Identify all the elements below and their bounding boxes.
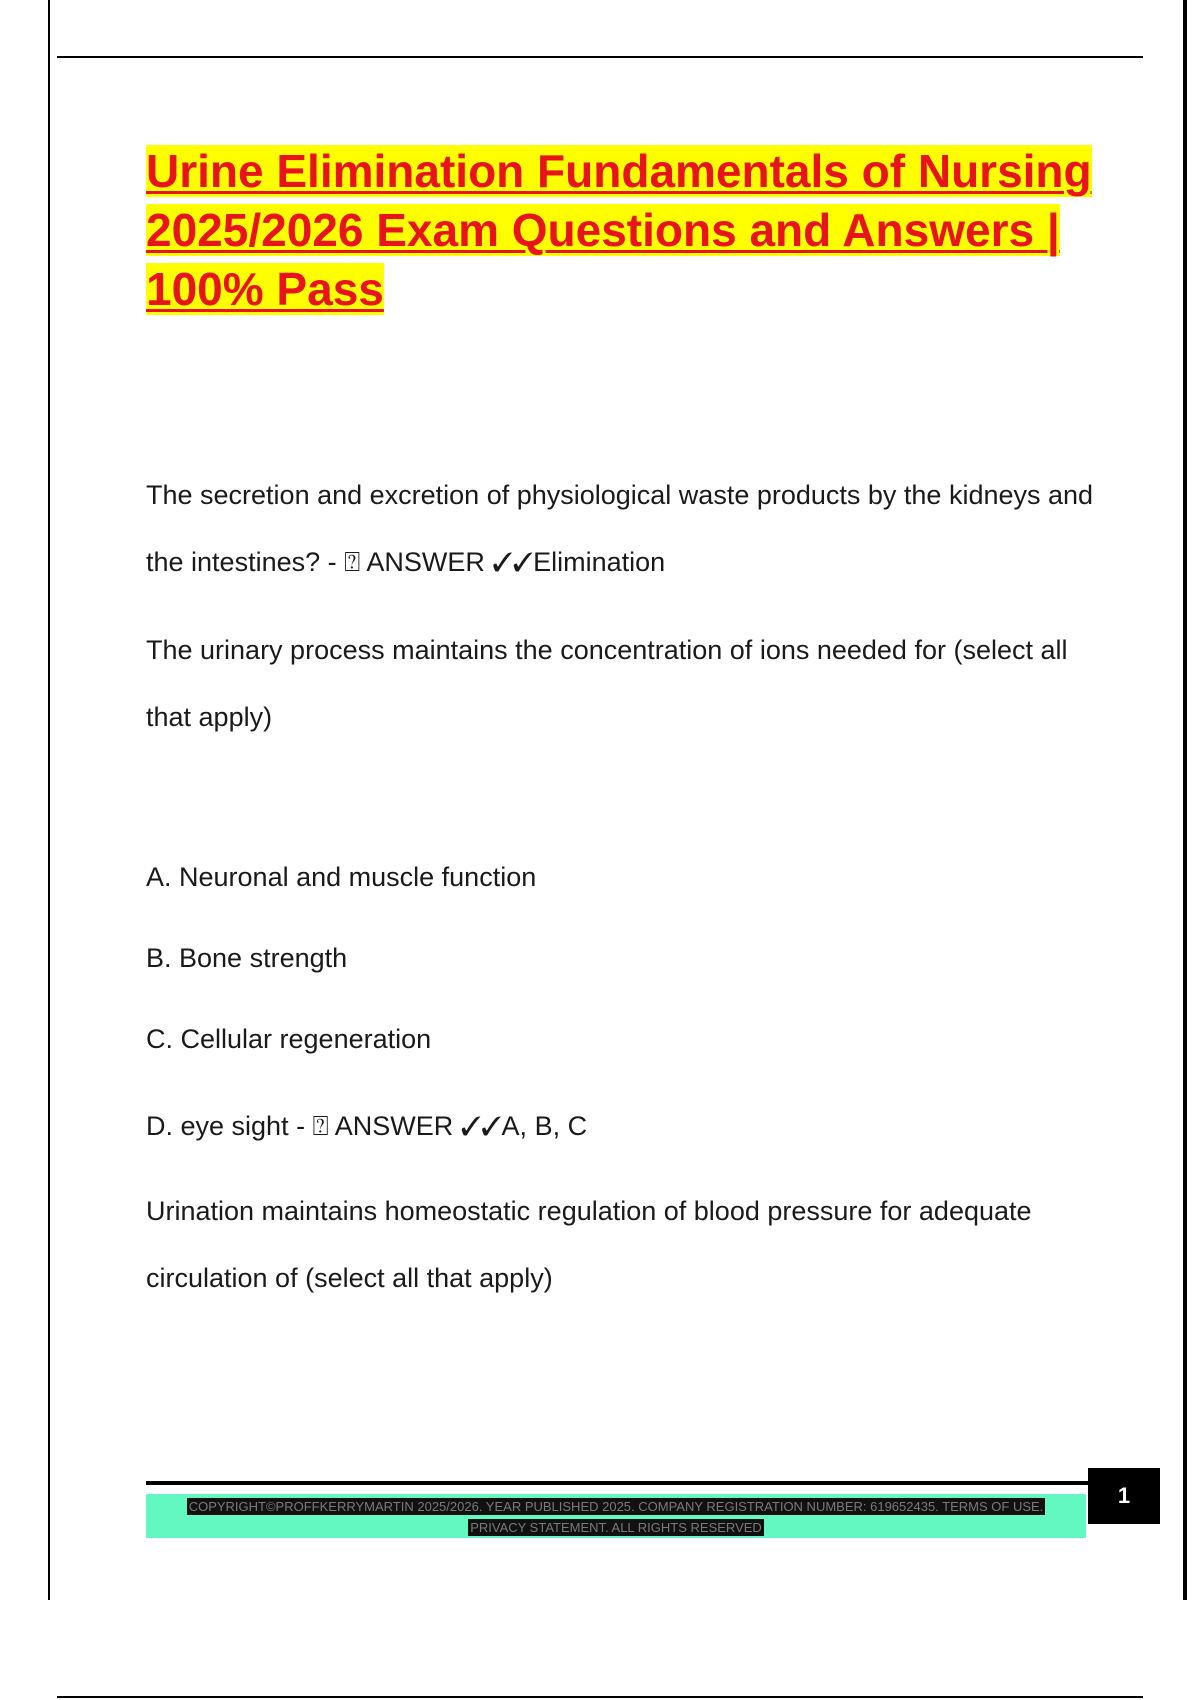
footer-copyright-line-2: PRIVACY STATEMENT. ALL RIGHTS RESERVED [470, 1520, 762, 1535]
question-1-text: The secretion and excretion of physiological waste products by the kidneys and the intestines? - ⍰ ANSWER ✓✓Elimination [146, 480, 1094, 577]
footer-rule [146, 1481, 1088, 1485]
question-2-text: The urinary process maintains the concentration of ions needed for (select all that apply) [146, 635, 1068, 732]
option-c: C. Cellular regeneration [146, 1024, 432, 1054]
option-a: A. Neuronal and muscle function [146, 862, 537, 892]
header-rule [57, 56, 1143, 58]
option-b: B. Bone strength [146, 943, 348, 973]
question-3-text: Urination maintains homeostatic regulation of blood pressure for adequate circulation of (select all that apply) [146, 1196, 1032, 1293]
footer-copyright-band [146, 1494, 1086, 1538]
page-number: 1 [1088, 1468, 1160, 1524]
footer-copyright-line-1: COPYRIGHT©PROFFKERRYMARTIN 2025/2026. YEAR PUBLISHED 2025. COMPANY REGISTRATION NUMBER: 619652435. TERMS OF USE. [188, 1499, 1044, 1514]
next-page-rule [57, 1696, 1143, 1698]
page-right-border [1183, 0, 1187, 1600]
document-title-text: Urine Elimination Fundamentals of Nursing 2025/2026 Exam Questions and Answers | 100% Pass [146, 145, 1092, 315]
document-title [146, 142, 1106, 319]
page-left-border [48, 0, 50, 1600]
option-d-answer: D. eye sight - ⍰ ANSWER ✓✓A, B, C [146, 1111, 588, 1141]
